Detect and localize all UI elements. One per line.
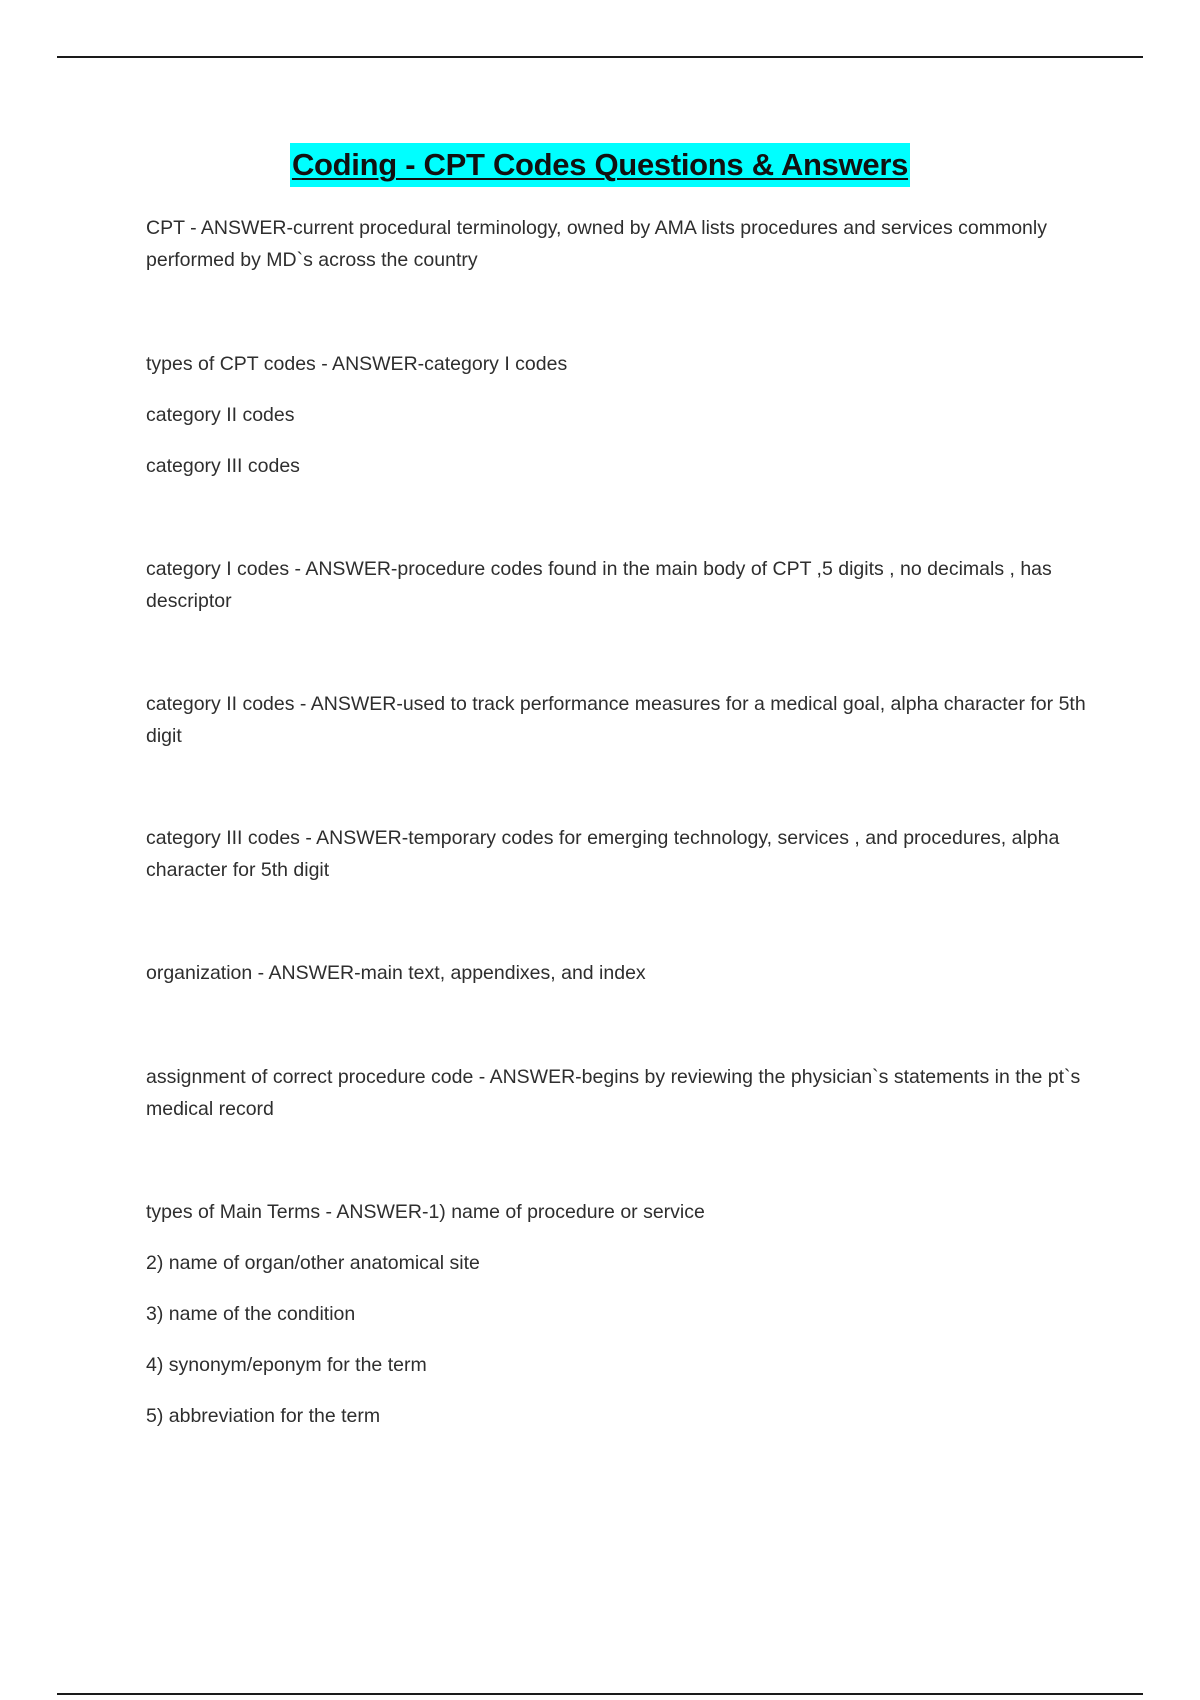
entry-main-term-4: 4) synonym/eponym for the term (146, 1354, 427, 1376)
entry-organization: organization - ANSWER-main text, appendixes, and index (146, 962, 646, 984)
entry-assignment: assignment of correct procedure code - ANSWER-begins by reviewing the physician`s statements in the pt`s medical record (146, 1066, 1081, 1120)
entry-main-term-3: 3) name of the condition (146, 1303, 356, 1325)
document-title: Coding - CPT Codes Questions & Answers (290, 143, 910, 187)
entry-category-iii-line: category III codes (146, 455, 300, 477)
title-container (0, 143, 1200, 187)
entry-types-of-cpt-codes: types of CPT codes - ANSWER-category I codes (146, 353, 568, 375)
footer-rule (57, 1693, 1143, 1695)
entry-types-of-main-terms: types of Main Terms - ANSWER-1) name of procedure or service (146, 1201, 705, 1223)
entry-main-term-2: 2) name of organ/other anatomical site (146, 1252, 480, 1274)
entry-category-iii-codes: category III codes - ANSWER-temporary codes for emerging technology, services , and procedures, alpha character for 5th digit (146, 827, 1060, 881)
entry-cpt: CPT - ANSWER-current procedural terminology, owned by AMA lists procedures and services commonly performed by MD`s across the country (146, 217, 1047, 271)
entry-category-ii-codes: category II codes - ANSWER-used to track performance measures for a medical goal, alpha character for 5th digit (146, 693, 1086, 747)
header-rule (57, 56, 1143, 58)
entry-main-term-5: 5) abbreviation for the term (146, 1405, 381, 1427)
entry-category-ii-line: category II codes (146, 404, 295, 426)
entry-category-i-codes: category I codes - ANSWER-procedure codes found in the main body of CPT ,5 digits , no decimals , has descriptor (146, 558, 1052, 612)
